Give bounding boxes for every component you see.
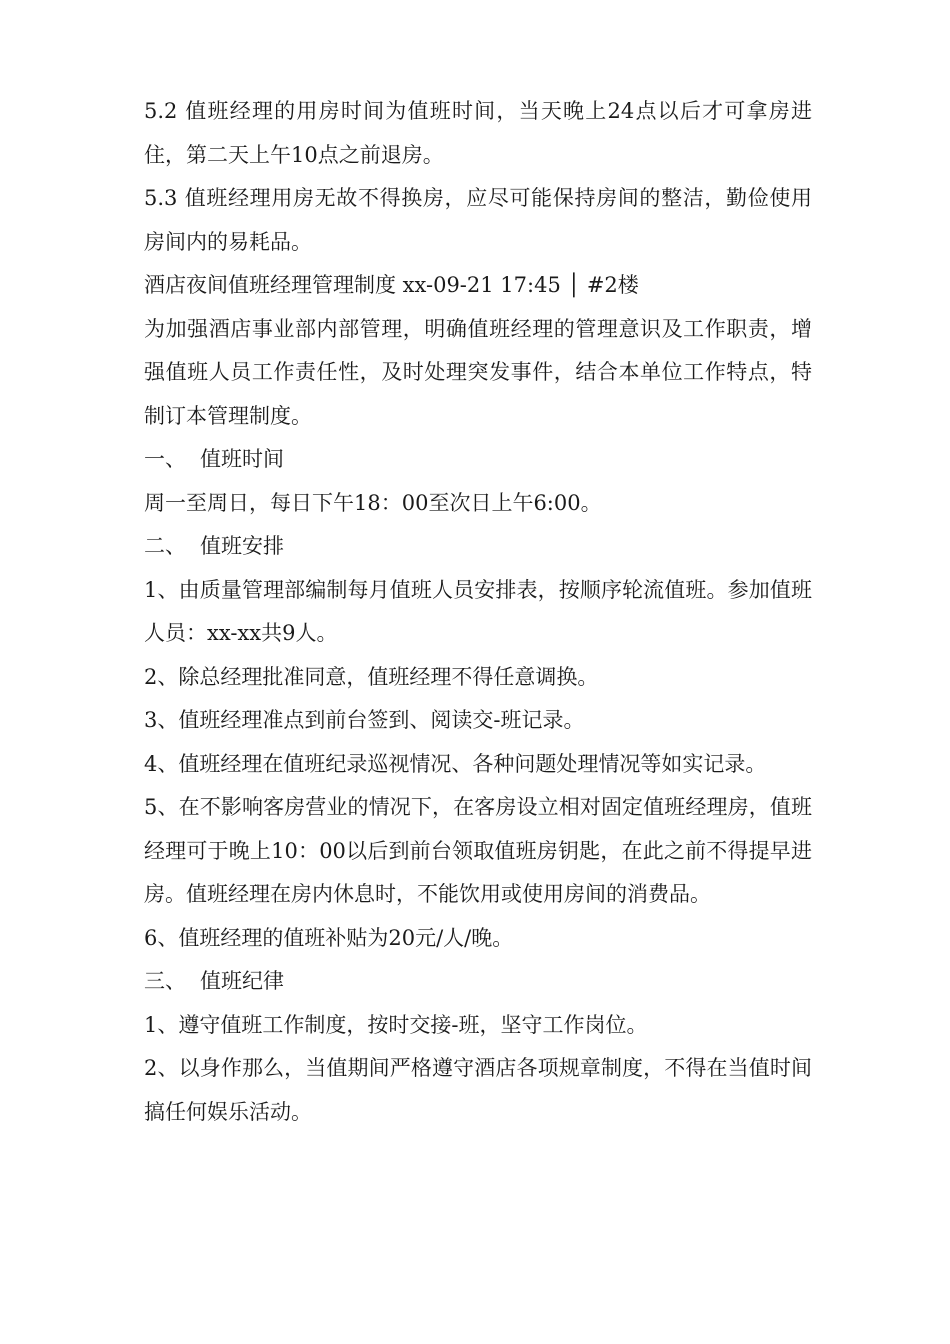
arrangement-item-6: 6、值班经理的值班补贴为20元/人/晚。 bbox=[144, 925, 514, 950]
discipline-item-1: 1、遵守值班工作制度，按时交接-班，坚守工作岗位。 bbox=[144, 1012, 648, 1037]
section-number: 一、 bbox=[144, 447, 186, 471]
arrangement-item-1: 1、由质量管理部编制每月值班人员安排表，按顺序轮流值班。参加值班人员：xx-xx共9人。 bbox=[144, 577, 812, 645]
discipline-item-2: 2、以身作那么，当值期间严格遵守酒店各项规章制度，不得在当值时间搞任何娱乐活动。 bbox=[144, 1056, 812, 1124]
document-page bbox=[144, 90, 812, 1134]
arrangement-item-3: 3、值班经理准点到前台签到、阅读交-班记录。 bbox=[144, 708, 585, 732]
section-title: 值班时间 bbox=[200, 447, 284, 471]
section-heading-1 bbox=[144, 438, 812, 482]
paragraph-5-3: 5.3 值班经理用房无故不得换房，应尽可能保持房间的整洁，勤俭使用房间内的易耗品。 bbox=[144, 186, 812, 254]
arrangement-item-2: 2、除总经理批准同意，值班经理不得任意调换。 bbox=[144, 664, 599, 689]
section-number: 三、 bbox=[144, 969, 186, 993]
intro-paragraph: 为加强酒店事业部内部管理，明确值班经理的管理意识及工作职责，增强值班人员工作责任性，及时处理突发事件，结合本单位工作特点，特制订本管理制度。 bbox=[144, 316, 812, 428]
section-title: 值班安排 bbox=[200, 534, 284, 558]
arrangement-item-4: 4、值班经理在值班纪录巡视情况、各种问题处理情况等如实记录。 bbox=[144, 751, 767, 776]
section-title: 值班纪律 bbox=[200, 969, 284, 993]
duty-time-paragraph: 周一至周日，每日下午18：00至次日上午6:00。 bbox=[144, 490, 602, 515]
section-heading-3 bbox=[144, 960, 812, 1004]
paragraph-5-2: 5.2 值班经理的用房时间为值班时间，当天晚上24点以后才可拿房进住，第二天上午10点之前退房。 bbox=[144, 99, 812, 167]
arrangement-item-5: 5、在不影响客房营业的情况下，在客房设立相对固定值班经理房，值班经理可于晚上10：00以后到前台领取值班房钥匙，在此之前不得提早进房。值班经理在房内休息时，不能饮用或使用房间的消费品。 bbox=[144, 795, 812, 906]
section-number: 二、 bbox=[144, 534, 186, 558]
section-heading-2 bbox=[144, 525, 812, 569]
post-header: 酒店夜间值班经理管理制度 xx-09-21 17:45 │ #2楼 bbox=[144, 273, 639, 297]
